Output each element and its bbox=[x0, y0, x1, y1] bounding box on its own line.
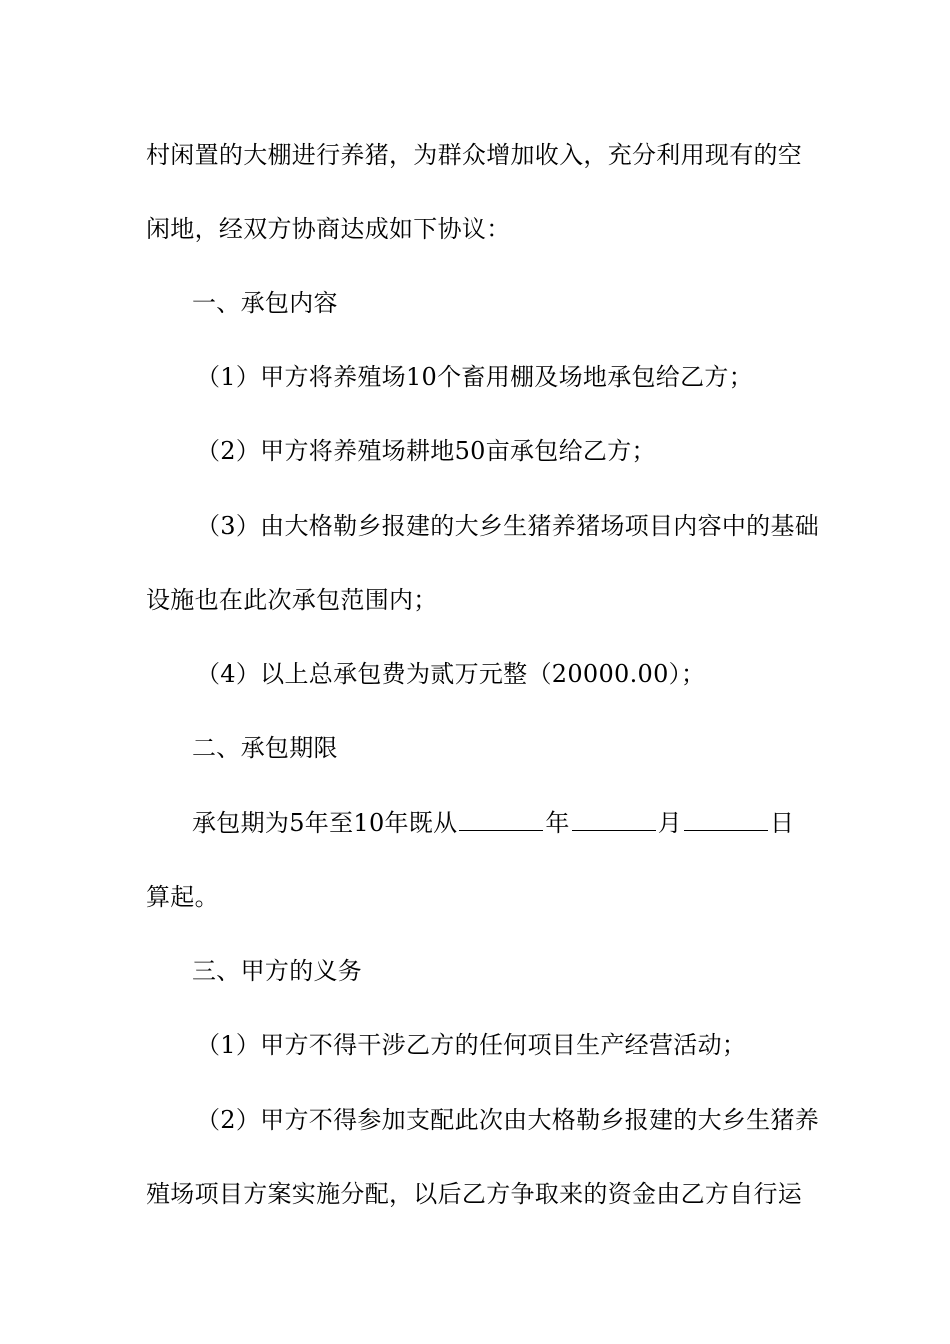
term-period-text: 承包期为5年至10年既从 bbox=[192, 809, 458, 837]
day-label: 日 bbox=[770, 809, 795, 837]
list-item: （2）甲方不得参加支配此次由大格勒乡报建的大乡生猪养 bbox=[196, 1106, 820, 1134]
day-blank bbox=[684, 808, 768, 831]
paragraph-line: 设施也在此次承包范围内； bbox=[146, 586, 438, 614]
month-blank bbox=[572, 808, 656, 831]
section-heading: 二、承包期限 bbox=[192, 734, 338, 762]
paragraph-line: 闲地，经双方协商达成如下协议： bbox=[146, 215, 511, 243]
list-item: （1）甲方不得干涉乙方的任何项目生产经营活动； bbox=[196, 1031, 747, 1059]
list-item: （4）以上总承包费为贰万元整（20000.00）； bbox=[196, 660, 706, 688]
list-item: （3）由大格勒乡报建的大乡生猪养猪场项目内容中的基础 bbox=[196, 512, 820, 540]
year-label: 年 bbox=[545, 809, 570, 837]
month-label: 月 bbox=[657, 809, 683, 837]
section-heading: 三、甲方的义务 bbox=[192, 957, 363, 985]
term-period-line bbox=[192, 808, 794, 838]
paragraph-line: 算起。 bbox=[146, 883, 219, 911]
paragraph-line: 殖场项目方案实施分配，以后乙方争取来的资金由乙方自行运 bbox=[146, 1180, 803, 1208]
year-blank bbox=[459, 808, 543, 831]
paragraph-line: 村闲置的大棚进行养猪，为群众增加收入，充分利用现有的空 bbox=[146, 141, 803, 169]
list-item: （2）甲方将养殖场耕地50亩承包给乙方； bbox=[196, 437, 656, 465]
list-item: （1）甲方将养殖场10个畜用棚及场地承包给乙方； bbox=[196, 363, 754, 391]
section-heading: 一、承包内容 bbox=[192, 289, 338, 317]
